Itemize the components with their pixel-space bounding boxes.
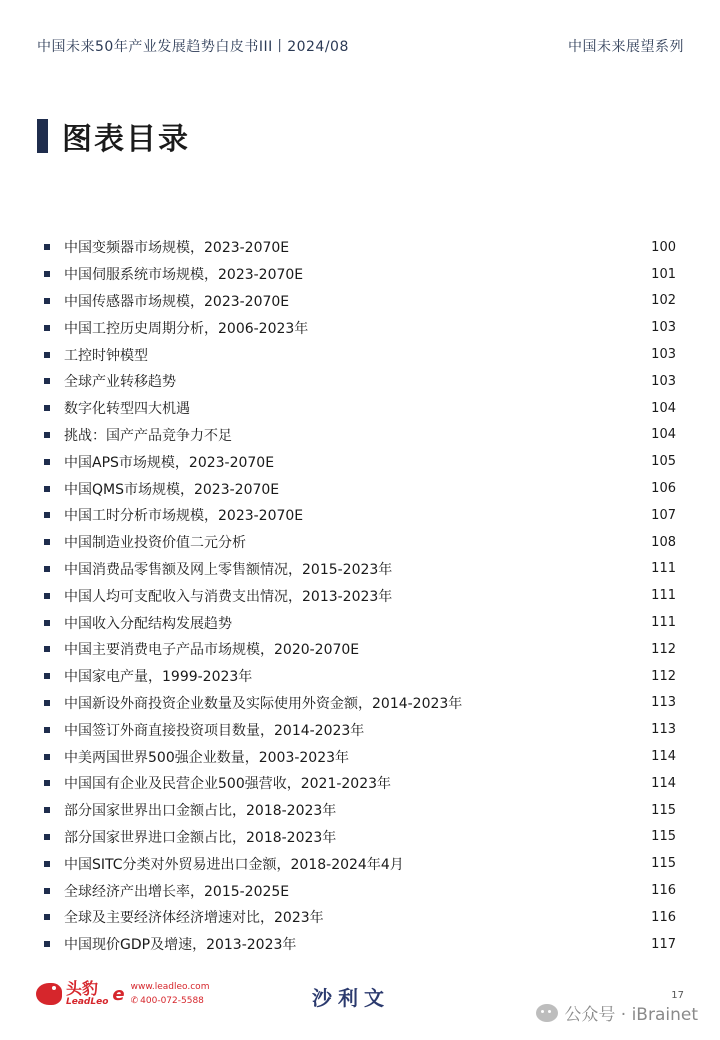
phone-icon: ✆ — [130, 996, 139, 1006]
toc-entry — [44, 556, 676, 583]
toc-entry — [44, 743, 676, 770]
toc-entry-page: 104 — [651, 400, 676, 416]
logo-e-mark: e — [112, 983, 125, 1005]
phone-number: 400-072-5588 — [140, 996, 204, 1006]
toc-entry-page: 111 — [651, 588, 676, 604]
toc-entry-label: 部分国家世界进口金额占比，2018-2023年 — [64, 829, 337, 846]
bullet-icon — [44, 432, 50, 438]
bullet-icon — [44, 271, 50, 277]
page-header — [37, 36, 684, 56]
section-title — [37, 116, 190, 156]
toc-entry-label: 中国人均可支配收入与消费支出情况，2013-2023年 — [64, 588, 393, 605]
bullet-icon — [44, 593, 50, 599]
bullet-icon — [44, 941, 50, 947]
title-accent-bar — [37, 119, 48, 153]
toc-entry — [44, 663, 676, 690]
toc-entry-label: 中国SITC分类对外贸易进出口金额，2018-2024年4月 — [64, 856, 404, 873]
toc-entry-label: 部分国家世界出口金额占比，2018-2023年 — [64, 803, 337, 820]
sullivan-brand: 沙利文 — [312, 986, 390, 1010]
toc-entry-page: 106 — [651, 481, 676, 497]
toc-entry — [44, 770, 676, 797]
toc-entry-page: 104 — [651, 427, 676, 443]
toc-entry — [44, 850, 676, 877]
toc-entry-page: 114 — [651, 775, 676, 791]
leadleo-logo — [36, 980, 209, 1008]
toc-entry — [44, 288, 676, 315]
toc-entry — [44, 716, 676, 743]
toc-entry — [44, 529, 676, 556]
toc-entry — [44, 877, 676, 904]
toc-entry-label: 中美两国世界500强企业数量，2003-2023年 — [64, 749, 350, 766]
toc-entry-page: 111 — [651, 561, 676, 577]
bullet-icon — [44, 861, 50, 867]
toc-entry-page: 102 — [651, 293, 676, 309]
toc-entry-page: 101 — [651, 266, 676, 282]
logo-chinese: 头豹 — [66, 979, 99, 998]
toc-entry-label: 中国主要消费电子产品市场规模，2020-2070E — [64, 642, 360, 659]
leopard-logo-icon — [36, 983, 62, 1005]
toc-entry — [44, 797, 676, 824]
toc-entry-label: 中国工时分析市场规模，2023-2070E — [64, 508, 304, 525]
bullet-icon — [44, 298, 50, 304]
toc-entry-label: 中国QMS市场规模，2023-2070E — [64, 481, 280, 498]
website-text: www.leadleo.com — [130, 982, 210, 992]
bullet-icon — [44, 700, 50, 706]
toc-entry-page: 108 — [651, 534, 676, 550]
toc-entry-label: 中国签订外商直接投资项目数量，2014-2023年 — [64, 722, 365, 739]
toc-entry-label: 中国家电产量，1999-2023年 — [64, 669, 253, 686]
bullet-icon — [44, 780, 50, 786]
watermark-text: 公众号 · iBrainet — [564, 1005, 698, 1025]
toc-entry-page: 115 — [651, 829, 676, 845]
toc-entry-page: 100 — [651, 239, 676, 255]
contact-info — [131, 980, 210, 1008]
bullet-icon — [44, 566, 50, 572]
toc-entry-label: 工控时钟模型 — [64, 347, 148, 364]
toc-entry-page: 112 — [651, 668, 676, 684]
toc-entry-label: 全球及主要经济体经济增速对比，2023年 — [64, 910, 324, 927]
bullet-icon — [44, 620, 50, 626]
toc-entry-page: 105 — [651, 454, 676, 470]
toc-entry-page: 113 — [651, 722, 676, 738]
toc-entry-page: 113 — [651, 695, 676, 711]
toc-entry — [44, 502, 676, 529]
toc-entry-page: 112 — [651, 641, 676, 657]
toc-entry — [44, 261, 676, 288]
bullet-icon — [44, 807, 50, 813]
toc-entry-label: 全球产业转移趋势 — [64, 374, 176, 391]
phone-line — [131, 994, 210, 1008]
toc-entry — [44, 234, 676, 261]
toc-entry-label: 中国APS市场规模，2023-2070E — [64, 454, 275, 471]
toc-entry-page: 116 — [651, 909, 676, 925]
toc-entry-label: 中国收入分配结构发展趋势 — [64, 615, 232, 632]
toc-entry — [44, 395, 676, 422]
toc-entry-label: 中国新设外商投资企业数量及实际使用外资金额，2014-2023年 — [64, 695, 463, 712]
toc-entry — [44, 824, 676, 851]
toc-entry-page: 115 — [651, 802, 676, 818]
toc-entry-label: 挑战：国产产品竞争力不足 — [64, 427, 232, 444]
toc-entry — [44, 636, 676, 663]
bullet-icon — [44, 459, 50, 465]
bullet-icon — [44, 914, 50, 920]
toc-entry — [44, 341, 676, 368]
bullet-icon — [44, 673, 50, 679]
wechat-watermark — [536, 1000, 698, 1025]
toc-entry-page: 103 — [651, 347, 676, 363]
toc-entry — [44, 931, 676, 958]
toc-entry-page: 115 — [651, 856, 676, 872]
toc-entry — [44, 690, 676, 717]
bullet-icon — [44, 352, 50, 358]
toc-entry — [44, 422, 676, 449]
toc-entry-page: 103 — [651, 320, 676, 336]
toc-entry-label: 全球经济产出增长率，2015-2025E — [64, 883, 290, 900]
bullet-icon — [44, 244, 50, 250]
toc-entry-label: 中国现价GDP及增速，2013-2023年 — [64, 937, 297, 954]
toc-entry-page: 116 — [651, 883, 676, 899]
toc-entry-label: 中国伺服系统市场规模，2023-2070E — [64, 267, 304, 284]
toc-entry — [44, 904, 676, 931]
wechat-icon — [536, 1004, 558, 1022]
bullet-icon — [44, 486, 50, 492]
toc-entry-label: 中国变频器市场规模，2023-2070E — [64, 240, 290, 257]
toc-entry-page: 103 — [651, 373, 676, 389]
toc-entry — [44, 582, 676, 609]
bullet-icon — [44, 405, 50, 411]
toc-entry-label: 中国工控历史周期分析，2006-2023年 — [64, 320, 309, 337]
bullet-icon — [44, 754, 50, 760]
page-number: 17 — [671, 990, 684, 1001]
toc-entry-page: 117 — [651, 936, 676, 952]
toc-entry-page: 107 — [651, 507, 676, 523]
toc-entry — [44, 368, 676, 395]
header-series-name: 中国未来展望系列 — [568, 39, 684, 55]
bullet-icon — [44, 378, 50, 384]
toc-entry-label: 中国传感器市场规模，2023-2070E — [64, 293, 290, 310]
bullet-icon — [44, 325, 50, 331]
toc-entry-label: 数字化转型四大机遇 — [64, 401, 190, 418]
bullet-icon — [44, 834, 50, 840]
toc-entry — [44, 448, 676, 475]
bullet-icon — [44, 888, 50, 894]
toc-entry — [44, 475, 676, 502]
bullet-icon — [44, 539, 50, 545]
bullet-icon — [44, 727, 50, 733]
toc-entry-label: 中国消费品零售额及网上零售额情况，2015-2023年 — [64, 561, 393, 578]
bullet-icon — [44, 646, 50, 652]
toc-entry — [44, 314, 676, 341]
logo-english: LeadLeo — [66, 997, 109, 1007]
toc-entry-label: 中国国有企业及民营企业500强营收，2021-2023年 — [64, 776, 392, 793]
bullet-icon — [44, 512, 50, 518]
toc-entry-label: 中国制造业投资价值二元分析 — [64, 535, 246, 552]
header-report-title: 中国未来50年产业发展趋势白皮书III丨2024/08 — [37, 39, 349, 55]
toc-entry-page: 111 — [651, 615, 676, 631]
toc-entry-page: 114 — [651, 749, 676, 765]
figure-list — [44, 234, 676, 958]
toc-entry — [44, 609, 676, 636]
page-title: 图表目录 — [62, 122, 190, 157]
page-footer — [0, 960, 720, 1030]
